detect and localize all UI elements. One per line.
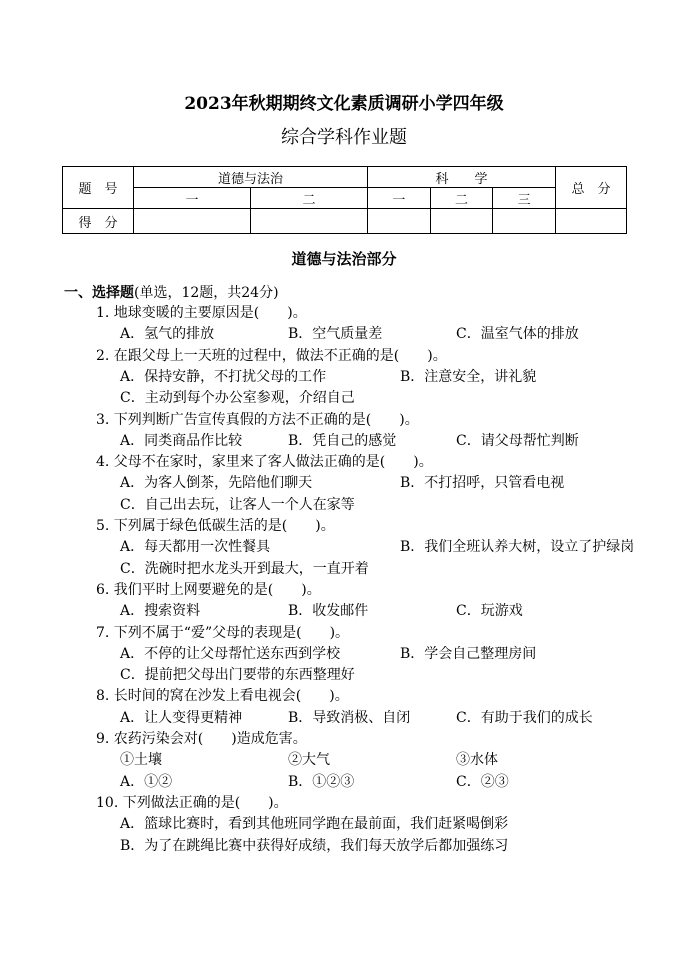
page-subtitle: 综合学科作业题 xyxy=(281,127,407,148)
answer-option[interactable]: B．我们全班认养大树，设立了护绿岗 xyxy=(400,539,635,556)
score-blank[interactable] xyxy=(430,209,493,234)
cell-sub-4: 二 xyxy=(430,188,493,209)
option-row xyxy=(120,366,660,386)
option-row xyxy=(120,323,656,343)
answer-option[interactable]: C．洗碗时把水龙头开到最大，一直开着 xyxy=(120,560,369,577)
cell-sub-3: 一 xyxy=(368,188,431,209)
question-text: 2. 在跟父母上一天班的过程中，做法不正确的是( )。 xyxy=(96,347,447,364)
cell-sub-5: 三 xyxy=(493,188,556,209)
question-text: 10. 下列做法正确的是( )。 xyxy=(96,794,288,811)
option-row xyxy=(120,536,660,556)
answer-option[interactable]: A．篮球比赛时，看到其他班同学跑在最前面，我们赶紧喝倒彩 xyxy=(120,816,509,833)
option-row xyxy=(120,600,656,620)
score-blank[interactable] xyxy=(556,209,627,234)
answer-option[interactable]: C．自己出去玩，让客人一个人在家等 xyxy=(120,496,355,513)
section-title: 道德与法治部分 xyxy=(291,250,397,268)
score-blank[interactable] xyxy=(134,209,251,234)
option-row xyxy=(120,387,355,407)
answer-option[interactable]: B．注意安全，讲礼貌 xyxy=(400,368,537,385)
answer-option[interactable]: B．不打招呼，只管看电视 xyxy=(400,475,565,492)
cell-kexue: 科 学 xyxy=(368,167,556,188)
score-table xyxy=(62,166,627,234)
page-title: 2023年秋期期终文化素质调研小学四年级 xyxy=(184,94,504,114)
answer-option[interactable]: A．同类商品作比较 xyxy=(120,432,243,449)
option-row xyxy=(120,771,656,791)
answer-option[interactable]: B．凭自己的感觉 xyxy=(288,432,397,449)
answer-option[interactable]: C．②③ xyxy=(456,773,509,790)
answer-option[interactable]: A．每天都用一次性餐具 xyxy=(120,539,271,556)
question-text: 9. 农药污染会对( )造成危害。 xyxy=(96,731,307,747)
answer-option[interactable]: C．温室气体的排放 xyxy=(456,326,579,343)
option-row xyxy=(120,494,355,514)
cell-sub-2: 二 xyxy=(250,188,367,209)
question-text: 4. 父母不在家时，家里来了客人做法正确的是( )。 xyxy=(96,454,433,471)
answer-option[interactable]: ①土壤 xyxy=(120,752,162,769)
score-blank[interactable] xyxy=(250,209,367,234)
answer-option[interactable]: A．让人变得更精神 xyxy=(120,709,243,726)
answer-option[interactable]: A．为客人倒茶，先陪他们聊天 xyxy=(120,475,313,492)
option-row xyxy=(120,558,369,578)
option-row xyxy=(120,707,656,727)
score-blank[interactable] xyxy=(493,209,556,234)
question-text: 6. 我们平时上网要避免的是( )。 xyxy=(96,581,321,598)
question-text: 1. 地球变暖的主要原因是( )。 xyxy=(96,305,307,321)
answer-option[interactable]: B．导致消极、自闭 xyxy=(288,709,411,726)
answer-option[interactable]: A．保持安静，不打扰父母的工作 xyxy=(120,368,327,385)
answer-option[interactable]: ③水体 xyxy=(456,752,498,769)
cell-sub-1: 一 xyxy=(134,188,251,209)
answer-option[interactable]: C．请父母帮忙判断 xyxy=(456,432,579,449)
answer-option[interactable]: A．搜索资料 xyxy=(120,603,201,620)
answer-option[interactable]: C．玩游戏 xyxy=(456,603,523,620)
answer-option[interactable]: B．①②③ xyxy=(288,773,355,790)
answer-option[interactable]: ②大气 xyxy=(288,752,330,769)
answer-option[interactable]: C．提前把父母出门要带的东西整理好 xyxy=(120,667,355,684)
cell-tihao: 题 号 xyxy=(63,167,134,209)
score-blank[interactable] xyxy=(368,209,431,234)
question-heading: 一、选择题(单选，12题，共24分) xyxy=(64,285,279,301)
answer-option[interactable]: A．不停的让父母帮忙送东西到学校 xyxy=(120,645,341,662)
answer-option[interactable]: B．学会自己整理房间 xyxy=(400,645,537,662)
option-row xyxy=(120,643,660,663)
answer-option[interactable]: A．氢气的排放 xyxy=(120,326,215,343)
answer-option[interactable]: B．为了在跳绳比赛中获得好成绩，我们每天放学后都加强练习 xyxy=(120,837,509,854)
option-row xyxy=(120,430,656,450)
answer-option[interactable]: C．有助于我们的成长 xyxy=(456,709,593,726)
option-row xyxy=(120,664,355,684)
answer-option[interactable]: B．空气质量差 xyxy=(288,326,383,343)
answer-option[interactable]: C．主动到每个办公室参观，介绍自己 xyxy=(120,390,355,407)
cell-zongfen: 总 分 xyxy=(556,167,627,209)
question-text: 3. 下列判断广告宣传真假的方法不正确的是( )。 xyxy=(96,411,419,428)
option-row xyxy=(120,749,656,769)
cell-defa: 道德与法治 xyxy=(134,167,368,188)
answer-option[interactable]: A．①② xyxy=(120,773,173,790)
option-row xyxy=(120,472,660,492)
question-text: 7. 下列不属于“爱”父母的表现是( )。 xyxy=(96,624,350,641)
cell-defen: 得 分 xyxy=(63,209,134,234)
question-text: 5. 下列属于绿色低碳生活的是( )。 xyxy=(96,518,335,534)
answer-option[interactable]: B．收发邮件 xyxy=(288,603,369,620)
question-text: 8. 长时间的窝在沙发上看电视会( )。 xyxy=(96,688,349,705)
